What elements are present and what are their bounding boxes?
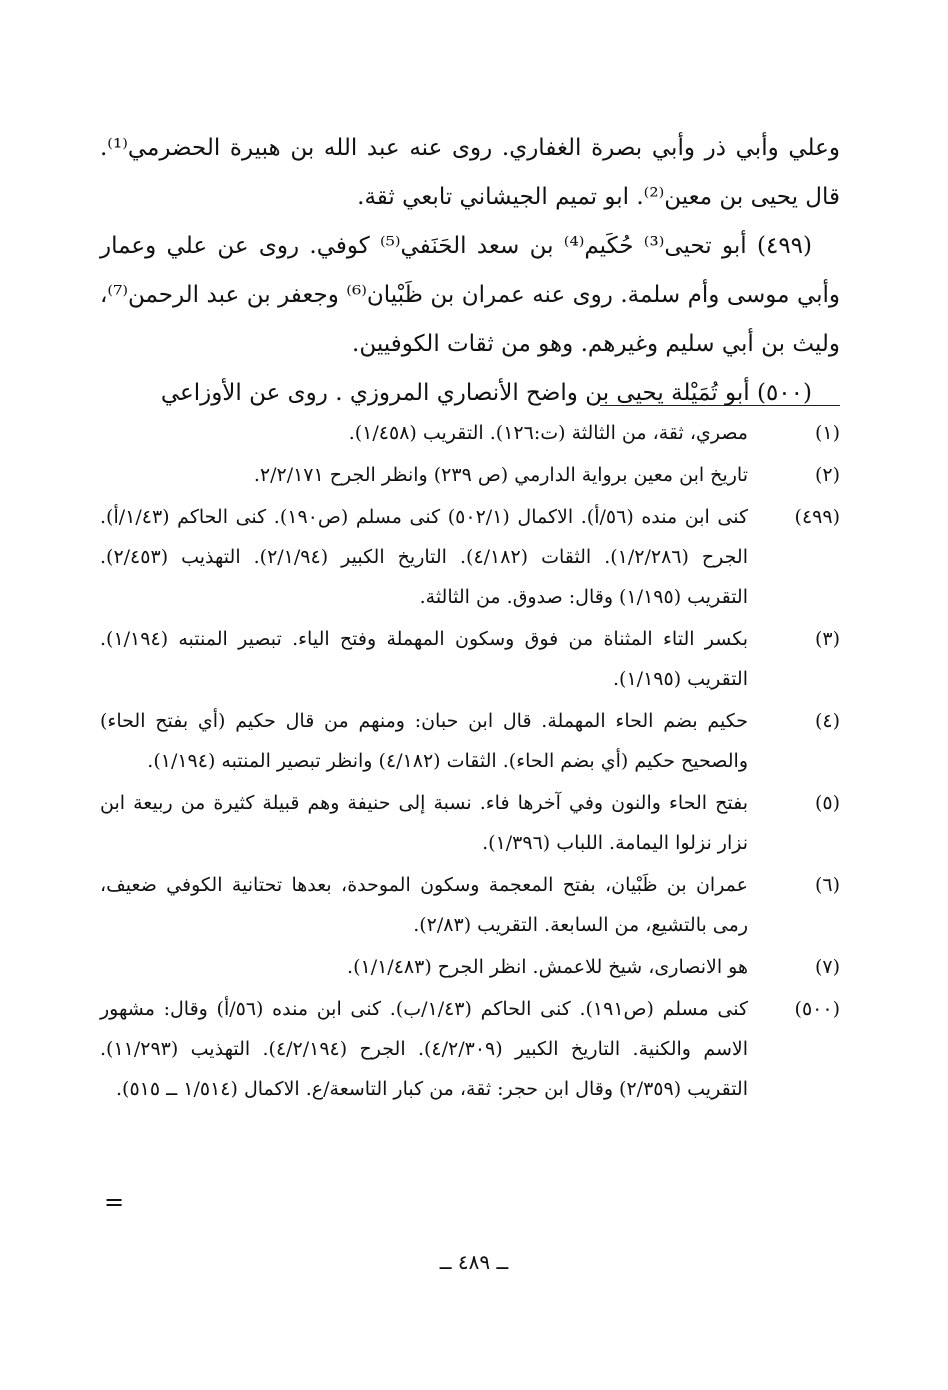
footnote-number: (٦) (814, 874, 840, 896)
footnote-text: حكيم بضم الحاء المهملة. قال ابن حبان: ومنهم من قال حكيم (أي بفتح الحاء) والصحيح حكيم (أي بضم الحاء). الثقات (٤/١٨٢) وانظر تبصير المنتبه (١/١٩٤). (100, 710, 748, 772)
footnote-number: (٤٩٩) (794, 506, 840, 528)
main-text (100, 124, 840, 418)
footnote (100, 989, 840, 1109)
footnote (100, 783, 840, 863)
footnote-text: كنى ابن منده (٥٦/أ). الاكمال (٥٠٢/١) كنى مسلم (ص١٩٠). كنى الحاكم (١/٤٣/أ). الجرح (١/٢/٢٨٦). الثقات (٤/١٨٢). التاريخ الكبير (٢/١/٩٤). التهذيب (٢/٤٥٣). التقريب (١/١٩٥) وقال: صدوق. من الثالثة. (100, 506, 749, 608)
footnote (100, 455, 840, 495)
paragraph-continuation: وعلي وأبي ذر وأبي بصرة الغفاري. روى عنه عبد الله بن هبيرة الحضرمي⁽¹⁾. قال يحيى بن معين⁽²⁾. ابو تميم الجيشاني تابعي ثقة. (100, 135, 840, 210)
footnote-number: (٢) (814, 464, 840, 486)
paragraph-entry-500: (٥٠٠) أبو تُمَيْلة يحيى بن واضح الأنصاري المروزي . روى عن الأوزاعي (160, 380, 812, 406)
footnotes (100, 413, 840, 1111)
footnote-number: (٧) (814, 956, 840, 978)
footnote (100, 865, 840, 945)
footnote-text: عمران بن ظَبْيان، بفتح المعجمة وسكون الموحدة، بعدها تحتانية الكوفي ضعيف، رمى بالتشيع، من السابعة. التقريب (٢/٨٣). (100, 874, 748, 936)
footnote-text: تاريخ ابن معين برواية الدارمي (ص ٢٣٩) وانظر الجرح ٢/٢/١٧١. (253, 464, 748, 486)
footnote-text: هو الانصارى، شيخ للاعمش. انظر الجرح (١/١/٤٨٣). (347, 956, 748, 978)
footnote (100, 947, 840, 987)
footnote (100, 497, 840, 617)
footnote-number: (٤) (814, 710, 840, 732)
footnote-number: (١) (814, 422, 840, 444)
page-number: ــ ٤٨٩ ــ (439, 1250, 509, 1274)
footnote-number: (٥) (814, 792, 840, 814)
footnote-text: مصري، ثقة، من الثالثة (ت:١٢٦). التقريب (١/٤٥٨). (348, 422, 748, 444)
continuation-mark: = (104, 1188, 125, 1216)
footnote (100, 701, 840, 781)
footnote-number: (٥٠٠) (794, 998, 840, 1020)
footnote (100, 619, 840, 699)
footnote-divider (600, 405, 840, 406)
footnote-number: (٣) (814, 628, 840, 650)
footnote-text: بفتح الحاء والنون وفي آخرها فاء. نسبة إلى حنيفة وهم قبيلة كثيرة من ربيعة ابن نزار نزلوا اليمامة. اللباب (١/٣٩٦). (100, 792, 748, 854)
footnote-text: كنى مسلم (ص١٩١). كنى الحاكم (١/٤٣/ب). كنى ابن منده (٥٦/أ) وقال: مشهور الاسم والكنية. التاريخ الكبير (٤/٢/٣٠٩). الجرح (٤/٢/١٩٤). التهذيب (١١/٢٩٣). التقريب (٢/٣٥٩) وقال ابن حجر: ثقة، من كبار التاسعة/ع. الاكمال (١/٥١٤ ــ ٥١٥). (100, 998, 749, 1100)
footnote (100, 413, 840, 453)
footnote-text: بكسر التاء المثناة من فوق وسكون المهملة وفتح الياء. تبصير المنتبه (١/١٩٤). التقريب (١/١٩٥). (100, 628, 748, 690)
paragraph-entry-499: (٤٩٩) أبو تحيى⁽³⁾ حُكَيم⁽⁴⁾ بن سعد الحَنَفي⁽⁵⁾ كوفي. روى عن علي وعمار وأبي موسى وأم سلمة. روى عنه عمران بن ظَبْيان⁽⁶⁾ وجعفر بن عبد الرحمن⁽⁷⁾، وليث بن أبي سليم وغيرهم. وهو من ثقات الكوفيين. (100, 233, 841, 357)
